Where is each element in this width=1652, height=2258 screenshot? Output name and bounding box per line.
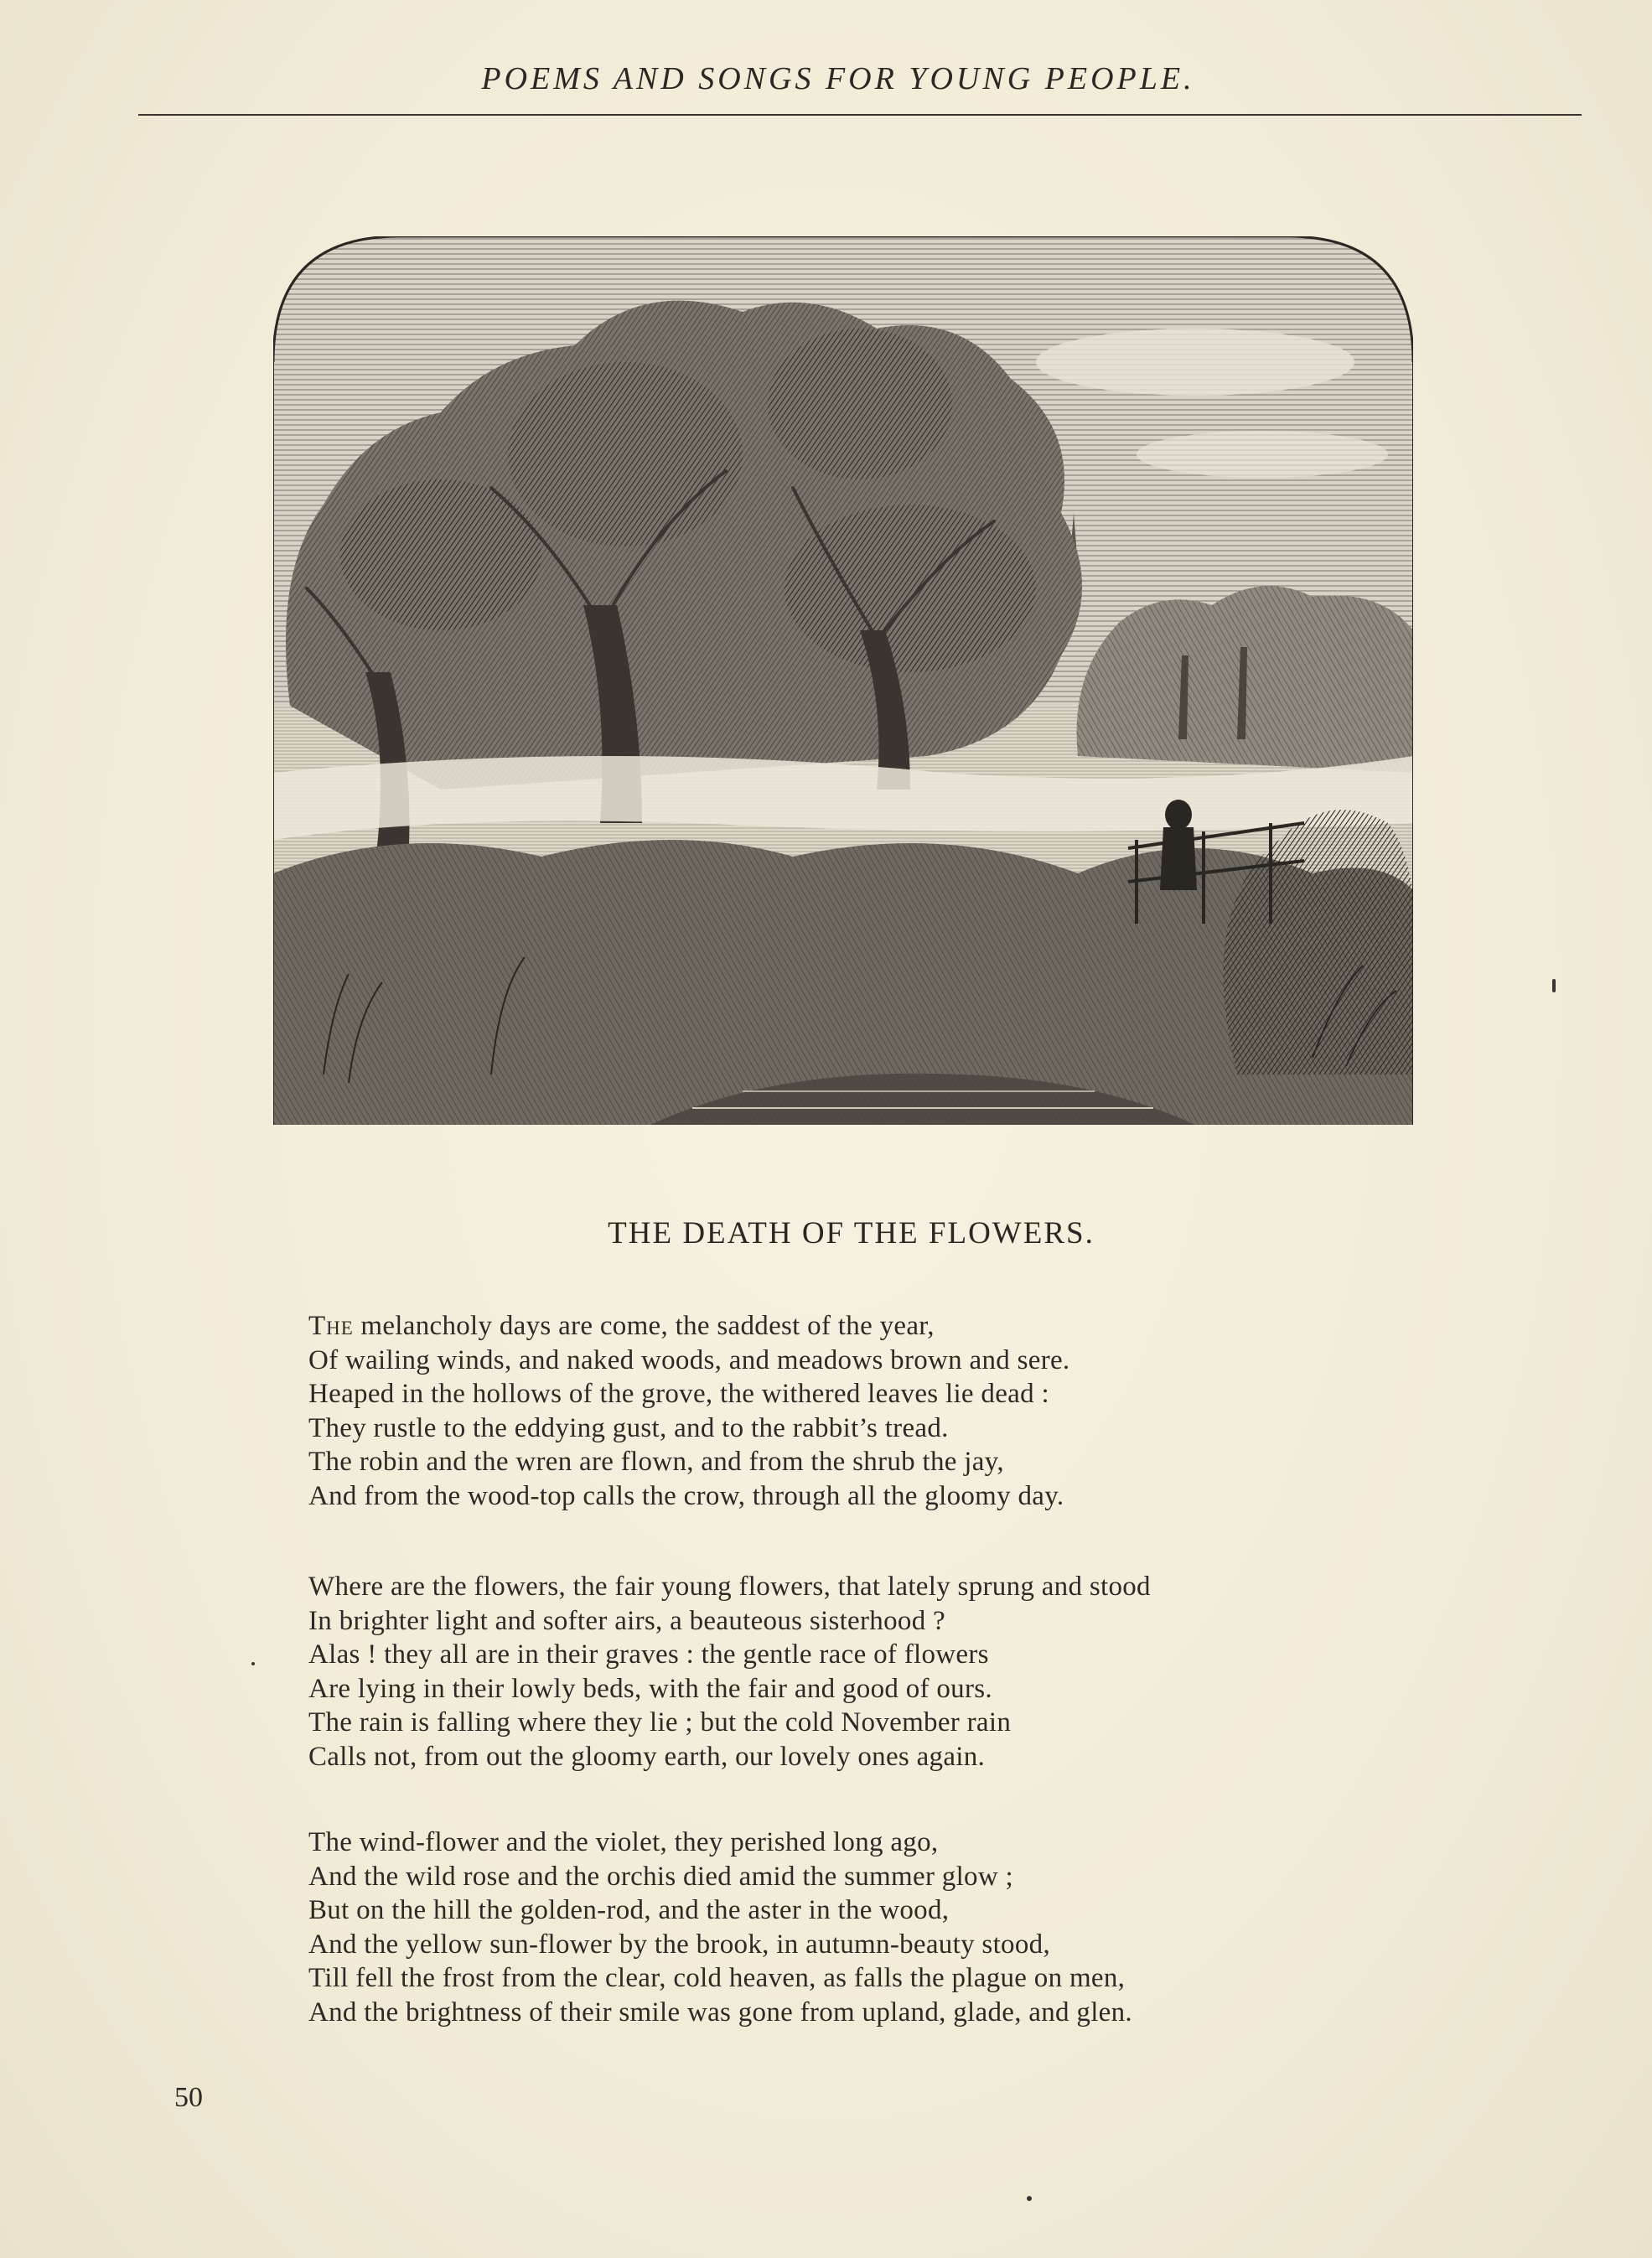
poem-line: And the yellow sun-flower by the brook, in autumn-beauty stood, bbox=[308, 1929, 1050, 1960]
poem-line: And the brightness of their smile was gone from upland, glade, and glen. bbox=[308, 1996, 1132, 2028]
poem-line: But on the hill the golden-rod, and the aster in the wood, bbox=[308, 1895, 950, 1925]
poem-line: Of wailing winds, and naked woods, and meadows brown and sere. bbox=[308, 1344, 1070, 1375]
print-speck bbox=[251, 1662, 255, 1665]
poem-line: The robin and the wren are flown, and from the shrub the jay, bbox=[308, 1447, 1004, 1477]
poem-line: Are lying in their lowly beds, with the fair and good of ours. bbox=[308, 1673, 992, 1704]
stanza-1 bbox=[308, 1309, 1448, 1513]
poem-line: They rustle to the eddying gust, and to the rabbit’s tread. bbox=[308, 1412, 949, 1443]
poem-line: Alas ! they all are in their graves : the gentle race of flowers bbox=[308, 1639, 989, 1670]
poem-line: Heaped in the hollows of the grove, the withered leaves lie dead : bbox=[308, 1379, 1049, 1409]
poem-line: In brighter light and softer airs, a beauteous sisterhood ? bbox=[308, 1605, 945, 1636]
stanza-3 bbox=[308, 1826, 1448, 2029]
landscape-engraving-icon bbox=[273, 236, 1413, 1125]
header-rule bbox=[138, 114, 1582, 116]
page-number: 50 bbox=[174, 2082, 203, 2113]
poem-title: THE DEATH OF THE FLOWERS. bbox=[608, 1216, 1095, 1251]
poem-line: And the wild rose and the orchis died amid the summer glow ; bbox=[308, 1861, 1014, 1892]
poem-line: Where are the flowers, the fair young flowers, that lately sprung and stood bbox=[308, 1572, 1151, 1602]
print-speck bbox=[1027, 2196, 1032, 2201]
poem-line: The wind-flower and the violet, they perished long ago, bbox=[308, 1827, 939, 1857]
print-speck bbox=[1552, 979, 1556, 992]
poem-line: And from the wood-top calls the crow, through all the gloomy day. bbox=[308, 1480, 1064, 1511]
poem-line: The rain is falling where they lie ; but the cold November rain bbox=[308, 1707, 1012, 1738]
stanza-2 bbox=[308, 1570, 1448, 1774]
first-word: The bbox=[308, 1311, 354, 1341]
poem-line: The melancholy days are come, the saddest of the year, bbox=[308, 1311, 935, 1341]
running-head: POEMS AND SONGS FOR YOUNG PEOPLE. bbox=[481, 61, 1195, 96]
poem-line: Calls not, from out the gloomy earth, our lovely ones again. bbox=[308, 1741, 986, 1772]
poem-line: Till fell the frost from the clear, cold heaven, as falls the plague on men, bbox=[308, 1963, 1126, 1993]
